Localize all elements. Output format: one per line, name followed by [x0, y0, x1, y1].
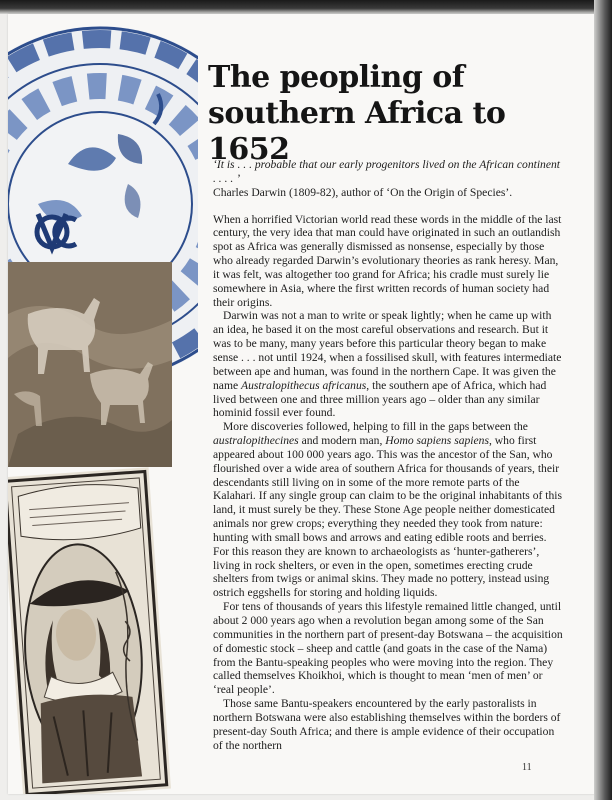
book-spine-shadow [594, 0, 612, 800]
paragraph-text: and modern man, [298, 434, 386, 448]
paragraph-text: For tens of thousands of years this lifestyle remained little changed, until about 2 000 years ago when a revolution began among some of the San communities in the northern part of present-day Botswana – the acquisition of domestic stock – sheep and cattle (and goats in the case of the Nama) from the Bantu-speaking peoples who were moving into the region. They called themselves Khoikhoi, which is thought to mean ‘men of men’ or ‘real people’. [213, 600, 563, 697]
paragraph-text: Those same Bantu-speakers encountered by the early pastoralists in northern Botswana were also establishing themselves within the borders of present-day South Africa; and there is ample evidence of their occupation of the northern [213, 697, 561, 752]
page-number: 11 [522, 762, 532, 773]
article-body [213, 158, 565, 752]
page-title: The peopling of southern Africa to 1652 [208, 60, 506, 167]
italic-term: Homo sapiens sapiens [385, 434, 489, 448]
paragraph-text: More discoveries followed, helping to fill in the gaps between the [223, 420, 528, 434]
body-paragraph [213, 213, 565, 310]
body-paragraphs [213, 213, 565, 753]
paragraph-text: , who first appeared about 100 000 years ago. This was the ancestor of the San, who flourished over a wide area of southern Africa for thousands of years, their descendants still living on in some of the more remote parts of the Kalahari. If any single group can claim to be the original inhabitants of this land, it must surely be they. These Stone Age people neither domesticated animals nor grew crops; everything they needed they took from nature: hunting with small bows and arrows and eating edible roots and berries. For this reason they are known to archaeologists as ‘hunter-gatherers’, living in rock shelters, or even in the open, sometimes erecting crude shelters from twigs or animal skins. They made no pottery, instead using ostrich eggshells for storing and holding liquids. [213, 434, 563, 600]
scan-top-shadow [0, 0, 612, 14]
paragraph-text: Darwin was not a man to write or speak lightly; when he came up with an idea, he based it on the most careful observations and research. But it was to be many, many years before this particular theory began to make sense . . . not until 1924, when a fossilised skull, with features intermediate between ape and human, was found in the northern Cape. It was given the name [213, 309, 562, 392]
body-paragraph [213, 697, 565, 752]
illustration-collage [8, 14, 198, 794]
italic-term: australopithecines [213, 434, 299, 448]
italic-term: Australopithecus africanus [241, 378, 367, 392]
paragraph-text: , the southern ape of Africa, which had lived between one and three million years ago – older than any similar hominid fossil ever found. [213, 378, 547, 420]
paragraph-text: When a horrified Victorian world read these words in the middle of the last century, the very idea that man could have originated in such an outlandish spot as Africa was generally dismissed as nonsense, especially by those who already regarded Darwin’s evolutionary theories as rank heresy. Man, it was felt, was altogether too grand for Africa; his cradle must surely lie somewhere in Asia, where the first written records of human society had their origins. [213, 212, 562, 309]
van-riebeeck-portrait [8, 467, 171, 794]
epigraph [213, 158, 565, 200]
epigraph-quote: ‘It is . . . probable that our early progenitors lived on the African continent . . . . ’ [213, 158, 561, 185]
body-paragraph [213, 420, 565, 600]
rock-art-image [8, 262, 172, 467]
epigraph-attribution: Charles Darwin (1809-82), author of ‘On the Origin of Species’. [213, 185, 513, 199]
body-paragraph [213, 309, 565, 420]
body-paragraph [213, 600, 565, 697]
